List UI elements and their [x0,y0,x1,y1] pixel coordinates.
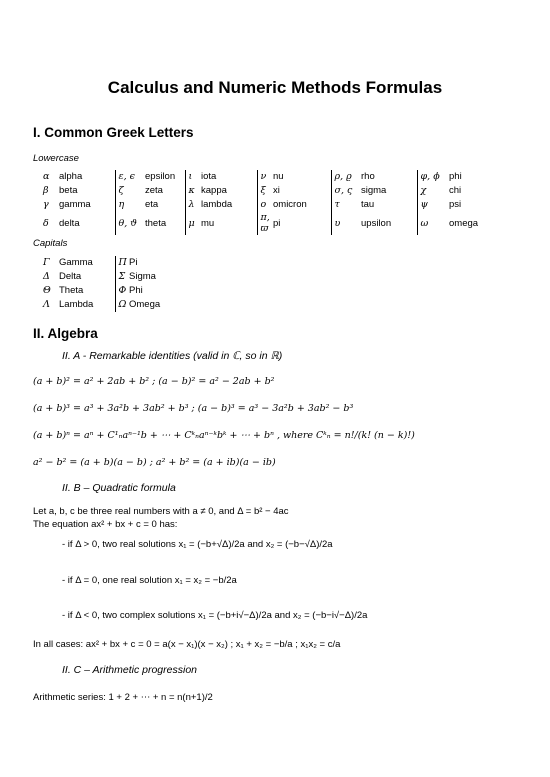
identity-difference: a² − b² = (a + b)(a − b) ; a² + b² = (a + ib)(a − ib) [33,457,276,468]
capitals-row [43,284,179,298]
greek-symbol: ι [185,170,201,184]
greek-name: pi [273,217,281,229]
capitals-row [43,298,179,312]
greek-symbol: υ [331,212,361,235]
page-title: Calculus and Numeric Methods Formulas [107,78,443,97]
greek-symbol: Φ [115,284,129,298]
identity-square: (a + b)² = a² + 2ab + b² ; (a − b)² = a² − 2ab + b² [33,376,275,387]
greek-name: Lambda [59,299,94,310]
greek-symbol: ρ, ϱ [331,170,361,184]
greek-name: Phi [129,285,143,296]
greek-symbol: Ω [115,298,129,312]
greek-name: kappa [201,185,227,196]
greek-name: delta [59,217,80,229]
greek-symbol: τ [331,198,361,212]
greek-name: omicron [273,199,307,210]
greek-symbol: Λ [43,299,50,310]
greek-symbol: ξ [257,184,273,198]
capitals-row [43,256,179,270]
greek-symbol: μ [185,212,201,235]
subheading-quadratic: II. B – Quadratic formula [62,482,176,494]
greek-symbol: ψ [417,198,449,212]
greek-symbol: κ [185,184,201,198]
greek-symbol: φ, ϕ [417,170,449,184]
greek-symbol: θ, ϑ [115,212,145,235]
greek-name: alpha [59,171,83,182]
greek-symbol: Γ [43,257,50,268]
greek-name: Pi [129,257,138,268]
greek-name: iota [201,171,217,182]
lowercase-row [43,198,499,212]
greek-name: rho [361,171,375,182]
greek-name: chi [449,185,462,196]
greek-name: Omega [129,299,161,310]
greek-name: sigma [361,185,387,196]
greek-symbol: ν [257,170,273,184]
greek-symbol: Π [115,256,129,270]
greek-name: phi [449,171,462,182]
greek-name: zeta [145,185,163,196]
greek-symbol: Δ [43,271,50,282]
lowercase-table [43,170,499,235]
subheading-arithmetic: II. C – Arithmetic progression [62,664,197,676]
quadratic-equation: The equation ax² + bx + c = 0 has: [33,519,178,530]
greek-name: Delta [59,271,82,282]
greek-symbol: ω [417,212,449,235]
greek-symbol: ε, ϵ [115,170,145,184]
quadratic-case-zero: - if Δ = 0, one real solution x₁ = x₂ = −b/2a [62,575,237,586]
arithmetic-series: Arithmetic series: 1 + 2 + ⋯ + n = n(n+1)/2 [33,692,213,703]
identity-binomial: (a + b)ⁿ = aⁿ + C¹ₙaⁿ⁻¹b + ⋯ + Cᵏₙaⁿ⁻ᵏbᵏ + ⋯ + bⁿ , where Cᵏₙ = n!/(k! (n − k)!) [33,430,415,441]
identity-cube: (a + b)³ = a³ + 3a²b + 3ab² + b³ ; (a − b)³ = a³ − 3a²b + 3ab² − b³ [33,403,354,414]
greek-symbol: ο [257,198,273,212]
greek-name: omega [449,217,479,229]
quadratic-all-cases: In all cases: ax² + bx + c = 0 = a(x − x₁)(x − x₂) ; x₁ + x₂ = −b/a ; x₁x₂ = c/a [33,639,341,650]
greek-symbol: β [43,185,49,196]
lowercase-row [43,212,499,235]
lowercase-row [43,170,499,184]
greek-symbol: δ [43,217,49,229]
lowercase-label: Lowercase [33,153,79,164]
greek-name: gamma [59,199,91,210]
greek-name: Theta [59,285,84,296]
greek-symbol: Θ [43,285,51,296]
greek-name: nu [273,171,284,182]
subheading-identities: II. A - Remarkable identities (valid in ℂ, so in ℝ) [62,350,283,362]
greek-symbol: χ [417,184,449,198]
greek-name: beta [59,185,78,196]
greek-name: xi [273,185,280,196]
greek-symbol: Σ [115,270,129,284]
greek-symbol: ζ [115,184,145,198]
greek-name: Gamma [59,257,93,268]
greek-name: eta [145,199,159,210]
greek-name: upsilon [361,217,392,229]
greek-symbol: π, ϖ [257,212,273,235]
quadratic-intro: Let a, b, c be three real numbers with a ≠ 0, and Δ = b² − 4ac [33,506,289,517]
greek-name: psi [449,199,462,210]
greek-symbol: α [43,171,50,182]
greek-name: lambda [201,199,233,210]
greek-name: Sigma [129,271,156,282]
lowercase-row [43,184,499,198]
capitals-label: Capitals [33,238,68,249]
greek-name: epsilon [145,171,176,182]
section-heading-algebra: II. Algebra [33,326,98,341]
quadratic-case-negative: - if Δ < 0, two complex solutions x₁ = (−b+i√−Δ)/2a and x₂ = (−b−i√−Δ)/2a [62,610,368,621]
greek-symbol: η [115,198,145,212]
quadratic-case-positive: - if Δ > 0, two real solutions x₁ = (−b+√Δ)/2a and x₂ = (−b−√Δ)/2a [62,539,333,550]
greek-name: mu [201,217,215,229]
section-heading-greek: I. Common Greek Letters [33,125,194,140]
capitals-row [43,270,179,284]
greek-symbol: λ [185,198,201,212]
greek-name: theta [145,217,167,229]
greek-name: tau [361,199,375,210]
capitals-table [43,256,179,312]
greek-symbol: σ, ς [331,184,361,198]
greek-symbol: γ [43,199,49,210]
